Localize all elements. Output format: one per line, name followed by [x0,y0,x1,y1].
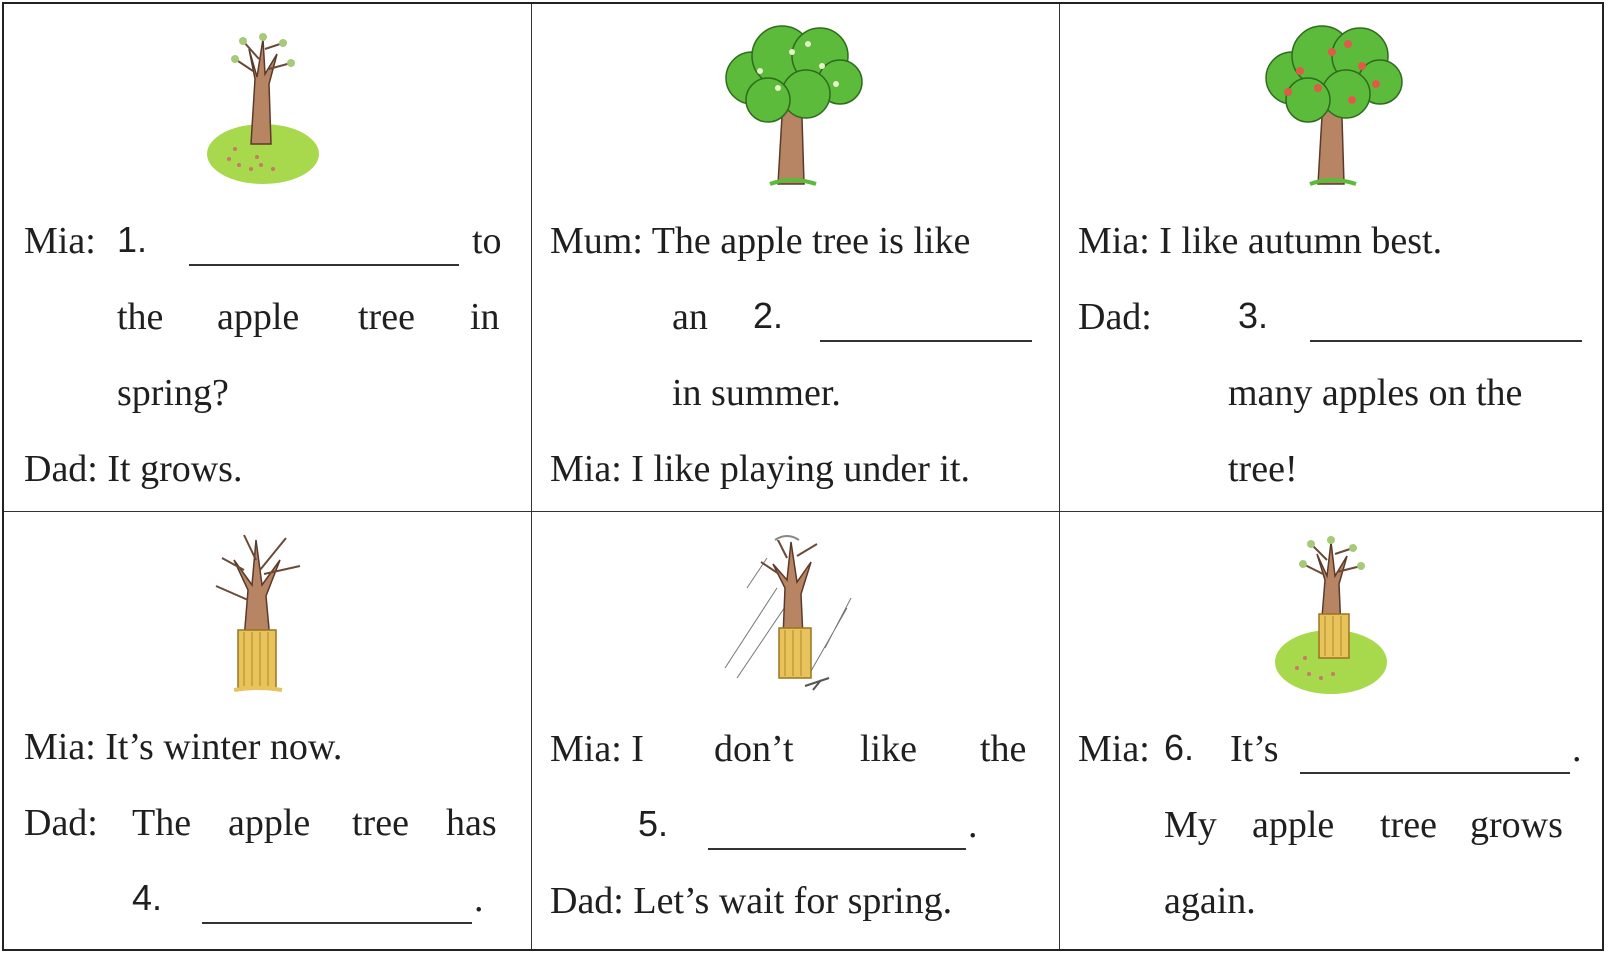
dialogue-line: tree! [1228,448,1298,490]
dialogue-word: . [474,878,484,920]
dialogue-word: Mia: I [550,728,644,770]
dialogue-word: apple [217,296,300,338]
cell-autumn [1060,4,1602,512]
dialogue-line: Mum: The apple tree is like [550,220,971,262]
dialogue-word: Dad: [24,802,98,844]
summer-tree-picture [712,16,872,191]
dialogue-line: Dad: Let’s wait for spring. [550,880,953,922]
answer-blank-1[interactable] [189,264,459,266]
exercise-table [2,2,1604,951]
dialogue-word: in [470,296,500,338]
dialogue-word: . [1572,728,1582,770]
dialogue-word: My [1164,804,1217,846]
spring-again-tree-picture [1265,530,1395,700]
cell-spring-again [1060,512,1602,949]
answer-blank-6[interactable] [1300,772,1570,774]
answer-blank-2[interactable] [820,340,1032,342]
dialogue-word: . [968,804,978,846]
question-number: 4. [132,877,163,918]
question-number: 2. [753,295,784,336]
dialogue-word: grows [1470,804,1563,846]
dialogue-line: many apples on the [1228,372,1523,414]
dialogue-word: apple [228,802,311,844]
dialogue-word: The [132,802,192,844]
dialogue-word: apple [1252,804,1335,846]
cell-cold-weather [532,512,1060,949]
dialogue-line: Mia: I like autumn best. [1078,220,1443,262]
question-number: 5. [638,803,669,844]
dialogue-line: in summer. [672,372,841,414]
cell-summer [532,4,1060,512]
dialogue-word: tree [352,802,409,844]
winter-tree-picture [204,530,314,700]
dialogue-word: the [980,728,1027,770]
dialogue-word: an [672,296,708,338]
dialogue-word: tree [358,296,415,338]
answer-blank-4[interactable] [202,922,472,924]
answer-blank-3[interactable] [1310,340,1582,342]
dialogue-line: Mia: I like playing under it. [550,448,971,490]
dialogue-line: spring? [117,372,229,414]
dialogue-line: again. [1164,880,1256,922]
question-number: 1. [117,219,148,260]
speaker-label: Mia: [1078,728,1150,770]
dialogue-word: tree [1380,804,1437,846]
dialogue-word: to [472,220,502,262]
question-number: 6. [1164,727,1195,768]
dialogue-word: the [117,296,164,338]
dialogue-word: has [446,802,497,844]
answer-blank-5[interactable] [708,848,966,850]
question-number: 3. [1238,295,1269,336]
dialogue-word: don’t [714,728,794,770]
cell-spring [4,4,532,512]
dialogue-line: Dad: It grows. [24,448,243,490]
dialogue-word: like [860,728,917,770]
speaker-label: Mia: [24,220,96,262]
autumn-tree-picture [1252,16,1412,191]
spring-tree-picture [199,19,329,189]
cell-winter [4,512,532,949]
windy-tree-picture [717,528,857,698]
dialogue-word: It’s [1230,728,1279,770]
speaker-label: Dad: [1078,296,1152,338]
dialogue-line: Mia: It’s winter now. [24,726,343,768]
